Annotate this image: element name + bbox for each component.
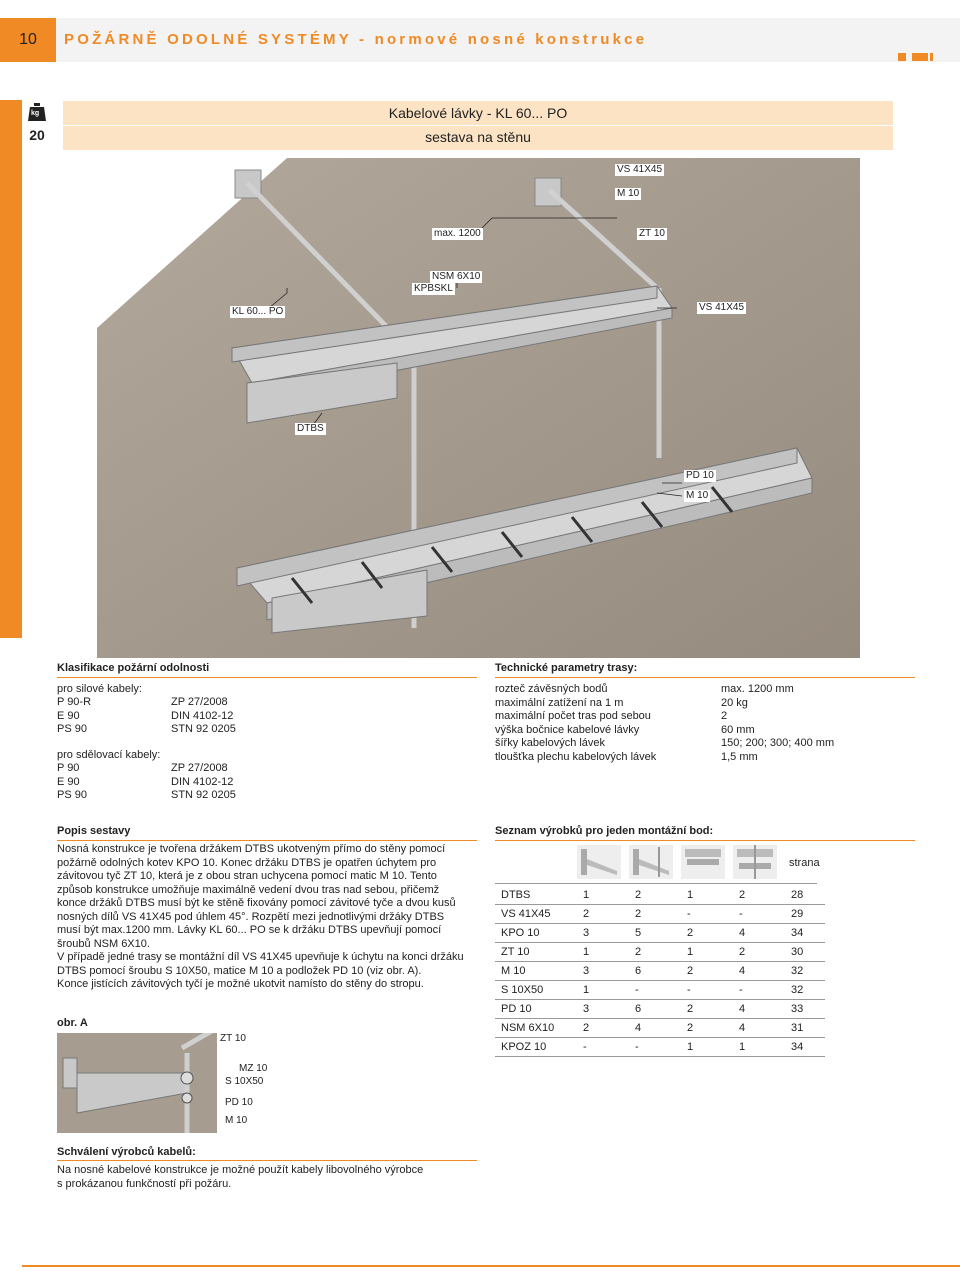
classification-rule xyxy=(57,677,477,678)
products-rule xyxy=(495,840,915,841)
col-page-header: strana xyxy=(789,857,820,869)
product-qty-cell: 3 xyxy=(577,962,629,981)
signal-cables-list xyxy=(57,762,357,803)
product-row xyxy=(495,905,825,924)
tech-value: 2 xyxy=(721,710,728,722)
product-qty-cell: 1 xyxy=(681,1038,733,1057)
product-name-cell: VS 41X45 xyxy=(495,905,577,924)
product-qty-cell: 2 xyxy=(577,1019,629,1038)
product-qty-cell: 2 xyxy=(629,905,681,924)
desc-line: Nosná konstrukce je tvořena držákem DTBS ukotveným přímo do stěny pomocí xyxy=(57,843,446,855)
product-row xyxy=(495,886,825,905)
products-heading: Seznam výrobků pro jeden montážní bod: xyxy=(495,825,714,837)
callout-kpbskl: KPBSKL xyxy=(414,283,453,294)
product-qty-cell: 2 xyxy=(629,943,681,962)
callout-kl60-po: KL 60... PO xyxy=(232,306,284,317)
product-page-cell: 29 xyxy=(785,905,825,924)
class-key: P 90-R xyxy=(57,696,92,708)
decor-square xyxy=(898,53,906,61)
product-name-cell: S 10X50 xyxy=(495,981,577,1000)
product-title: Kabelové lávky - KL 60... PO xyxy=(388,105,568,121)
tech-key: tloušťka plechu kabelových lávek xyxy=(495,750,657,763)
class-key: PS 90 xyxy=(57,789,87,801)
product-qty-cell: - xyxy=(629,981,681,1000)
figure-a-label: obr. A xyxy=(57,1017,88,1029)
class-row xyxy=(57,710,357,724)
desc-line: Konce jistících závitových tyčí je možné ukotvit namísto do stěny do stropu. xyxy=(57,978,424,990)
product-qty-cell: 2 xyxy=(681,1019,733,1038)
classification-heading: Klasifikace požární odolnosti xyxy=(57,662,210,674)
product-name-cell: M 10 xyxy=(495,962,577,981)
decor-square xyxy=(912,53,920,61)
fig-callout-m10: M 10 xyxy=(225,1115,248,1126)
fig-callout-zt10: ZT 10 xyxy=(220,1033,246,1044)
product-qty-cell: 1 xyxy=(577,886,629,905)
tech-key: výška bočnice kabelové lávky xyxy=(495,723,640,736)
class-value: STN 92 0205 xyxy=(171,789,236,801)
tech-row xyxy=(495,737,915,751)
class-key: P 90 xyxy=(57,762,80,774)
desc-line: konce držáků DTBS musí být ke stěně fixovány pomocí závitové tyče a dvou kusů xyxy=(57,897,456,909)
description-body xyxy=(57,843,477,992)
product-qty-cell: - xyxy=(733,905,785,924)
product-qty-cell: 4 xyxy=(733,962,785,981)
product-row xyxy=(495,1000,825,1019)
fig-callout-mz10: MZ 10 xyxy=(239,1063,268,1074)
approval-line: s prokázanou funkčností při požáru. xyxy=(57,1177,232,1190)
product-row xyxy=(495,962,825,981)
kg-weight-icon xyxy=(27,103,47,121)
product-qty-cell: 1 xyxy=(733,1038,785,1057)
side-accent-strip xyxy=(0,100,22,638)
product-qty-cell: 1 xyxy=(681,886,733,905)
decor-square xyxy=(930,53,933,61)
power-cables-heading: pro silové kabely: xyxy=(57,683,142,695)
product-qty-cell: 3 xyxy=(577,924,629,943)
product-qty-cell: 4 xyxy=(629,1019,681,1038)
figure-a-image xyxy=(57,1033,217,1133)
approval-heading: Schválení výrobců kabelů: xyxy=(57,1146,196,1158)
tech-value: 150; 200; 300; 400 mm xyxy=(721,737,835,749)
weight-value: 20 xyxy=(29,127,45,143)
class-key: E 90 xyxy=(57,775,80,788)
header-title: POŽÁRNĚ ODOLNÉ SYSTÉMY - normové nosné konstrukce xyxy=(64,31,648,48)
products-table xyxy=(495,886,825,1057)
product-name-cell: KPO 10 xyxy=(495,924,577,943)
product-qty-cell: - xyxy=(577,1038,629,1057)
product-qty-cell: 1 xyxy=(577,943,629,962)
product-name-cell: PD 10 xyxy=(495,1000,577,1019)
product-page-cell: 34 xyxy=(785,924,825,943)
callout-vs-41x45-lower: VS 41X45 xyxy=(699,302,745,313)
callout-dtbs: DTBS xyxy=(297,423,324,434)
products-header-row xyxy=(495,843,820,884)
class-value: DIN 4102-12 xyxy=(171,709,234,722)
tech-key: maximální počet tras pod sebou xyxy=(495,710,651,722)
product-qty-cell: - xyxy=(681,905,733,924)
variant-3-thumbnail xyxy=(681,845,725,879)
variant-4-thumbnail xyxy=(733,845,777,879)
tech-key: maximální zatížení na 1 m xyxy=(495,696,624,709)
product-qty-cell: 1 xyxy=(577,981,629,1000)
tech-row xyxy=(495,697,915,711)
product-row xyxy=(495,943,825,962)
callout-m10-top: M 10 xyxy=(617,188,640,199)
approval-rule xyxy=(57,1160,477,1161)
product-page-cell: 31 xyxy=(785,1019,825,1038)
product-qty-cell: - xyxy=(629,1038,681,1057)
tech-value: 1,5 mm xyxy=(721,750,758,763)
approval-line: Na nosné kabelové konstrukce je možné použít kabely libovolného výrobce xyxy=(57,1164,424,1176)
technical-rule xyxy=(495,677,915,678)
callout-max-span: max. 1200 xyxy=(434,228,481,239)
tech-key: šířky kabelových lávek xyxy=(495,737,606,749)
product-qty-cell: 6 xyxy=(629,1000,681,1019)
tech-value: max. 1200 mm xyxy=(721,683,794,695)
product-page-cell: 33 xyxy=(785,1000,825,1019)
class-value: ZP 27/2008 xyxy=(171,696,228,708)
class-row xyxy=(57,762,357,776)
desc-line: DTBS pomocí šroubu S 10X50, matice M 10 a podložek PD 10 (viz obr. A). xyxy=(57,964,422,977)
product-qty-cell: 1 xyxy=(681,943,733,962)
class-row xyxy=(57,789,357,803)
class-key: E 90 xyxy=(57,709,80,722)
product-row xyxy=(495,1038,825,1057)
product-qty-cell: 5 xyxy=(629,924,681,943)
class-row xyxy=(57,723,357,737)
product-qty-cell: - xyxy=(733,981,785,1000)
callout-m10-lower: M 10 xyxy=(686,490,709,501)
variant-2-thumbnail xyxy=(629,845,673,879)
desc-line: způsob konstrukce umožňuje maximálně vedení dvou tras nad sebou, přičemž xyxy=(57,883,440,896)
callout-zt10: ZT 10 xyxy=(639,228,665,239)
product-qty-cell: 2 xyxy=(733,886,785,905)
callout-pd10: PD 10 xyxy=(686,470,714,481)
product-row xyxy=(495,1019,825,1038)
product-page-cell: 32 xyxy=(785,981,825,1000)
decor-square xyxy=(920,53,928,61)
tech-row xyxy=(495,710,915,724)
class-value: STN 92 0205 xyxy=(171,723,236,735)
bottom-accent-bar xyxy=(22,1265,960,1267)
product-qty-cell: 4 xyxy=(733,1000,785,1019)
product-name-cell: KPOZ 10 xyxy=(495,1038,577,1057)
description-heading: Popis sestavy xyxy=(57,825,131,837)
product-qty-cell: 2 xyxy=(681,1000,733,1019)
tech-value: 60 mm xyxy=(721,723,755,736)
product-qty-cell: 2 xyxy=(681,924,733,943)
class-value: DIN 4102-12 xyxy=(171,775,234,788)
fig-callout-pd10: PD 10 xyxy=(225,1097,253,1108)
product-qty-cell: 4 xyxy=(733,924,785,943)
product-qty-cell: 4 xyxy=(733,1019,785,1038)
product-qty-cell: 2 xyxy=(577,905,629,924)
product-page-cell: 32 xyxy=(785,962,825,981)
product-name-cell: DTBS xyxy=(495,886,577,905)
class-key: PS 90 xyxy=(57,723,87,735)
product-row xyxy=(495,981,825,1000)
product-page-cell: 28 xyxy=(785,886,825,905)
desc-line: V případě jedné trasy se montážní díl VS 41X45 upevňuje k úchytu na konci držáku xyxy=(57,951,464,963)
class-value: ZP 27/2008 xyxy=(171,762,228,774)
product-name-cell: ZT 10 xyxy=(495,943,577,962)
approval-body xyxy=(57,1164,477,1191)
tech-row xyxy=(495,751,915,765)
description-rule xyxy=(57,840,477,841)
tech-row xyxy=(495,683,915,697)
product-name-cell: NSM 6X10 xyxy=(495,1019,577,1038)
page-number: 10 xyxy=(19,31,37,48)
callout-nsm-6x10: NSM 6X10 xyxy=(432,271,481,282)
variant-1-thumbnail xyxy=(577,845,621,879)
class-row xyxy=(57,776,357,790)
product-qty-cell: 2 xyxy=(681,962,733,981)
tech-value: 20 kg xyxy=(721,696,748,709)
product-qty-cell: 2 xyxy=(629,886,681,905)
tech-row xyxy=(495,724,915,738)
product-subtitle: sestava na stěnu xyxy=(425,129,531,145)
product-qty-cell: 3 xyxy=(577,1000,629,1019)
tech-key: rozteč závěsných bodů xyxy=(495,683,608,695)
signal-cables-heading: pro sdělovací kabely: xyxy=(57,749,161,761)
product-qty-cell: 6 xyxy=(629,962,681,981)
class-row xyxy=(57,696,357,710)
product-page-cell: 34 xyxy=(785,1038,825,1057)
desc-line: požárně odolných kotev KPO 10. Konec držáku DTBS je opatřen úchytem pro xyxy=(57,856,437,869)
technical-heading: Technické parametry trasy: xyxy=(495,662,638,674)
product-qty-cell: 2 xyxy=(733,943,785,962)
product-row xyxy=(495,924,825,943)
product-page-cell: 30 xyxy=(785,943,825,962)
desc-line: nosných dílů VS 41X45 pod úhlem 45°. Rozpětí mezi jednotlivými držáky DTBS xyxy=(57,910,445,923)
desc-line: musí být max.1200 mm. Lávky KL 60... PO se k držáku DTBS upevňují pomocí xyxy=(57,924,442,936)
desc-line: závitovou tyč ZT 10, která je z obou stran uchycena pomocí matic M 10. Tento xyxy=(57,870,437,882)
technical-list xyxy=(495,683,915,764)
callout-vs-41x45-top: VS 41X45 xyxy=(617,164,663,175)
power-cables-list xyxy=(57,696,357,737)
kg-label: kg xyxy=(31,110,40,117)
assembly-illustration xyxy=(97,158,860,658)
desc-line: šroubů NSM 6X10. xyxy=(57,937,150,950)
product-qty-cell: - xyxy=(681,981,733,1000)
fig-callout-s10x50: S 10X50 xyxy=(225,1076,264,1087)
